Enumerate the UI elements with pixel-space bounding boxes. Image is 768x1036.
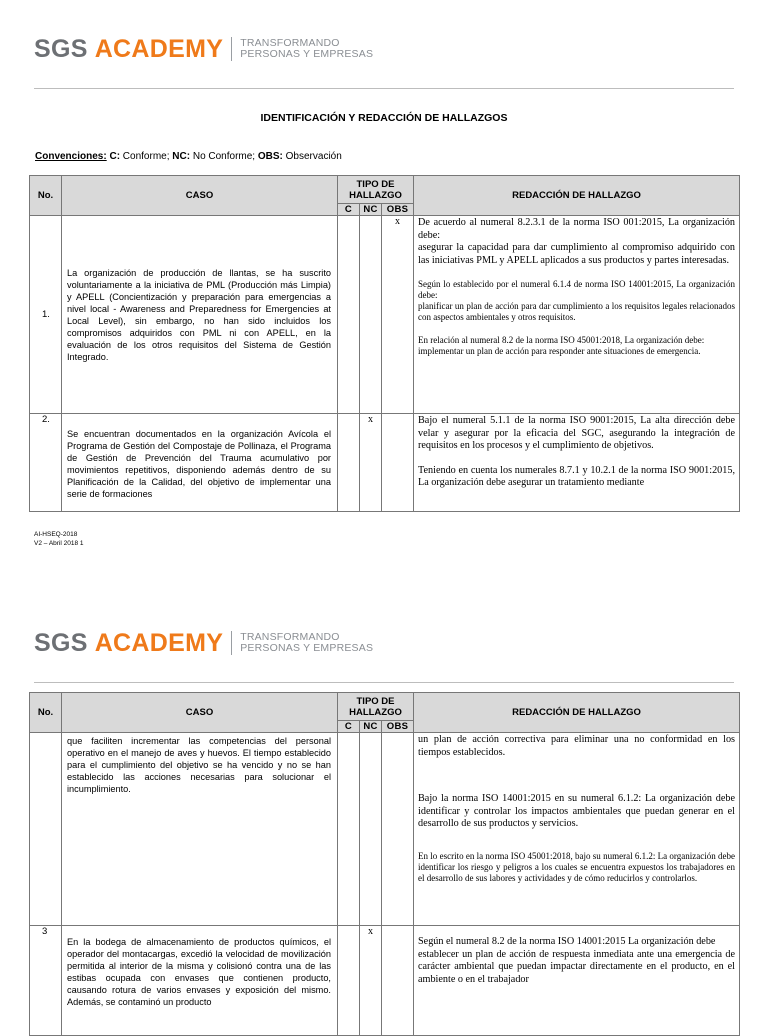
- paragraph-gap: [418, 759, 735, 793]
- header-c: C: [338, 204, 360, 216]
- row-redaccion: [414, 414, 740, 512]
- conv-c-val: Conforme;: [120, 151, 173, 162]
- row-nc-mark: x: [360, 414, 382, 512]
- redaccion-paragraph: Bajo el numeral 5.1.1 de la norma ISO 9001:2015, La alta dirección debe velar y asegurar por la eficacia del SGC, asegurando la integración de requisitos en los procesos y el cumplimiento de objetivos.: [418, 415, 736, 451]
- conv-nc-key: NC:: [172, 151, 191, 162]
- row-redaccion: [414, 216, 740, 414]
- redaccion-paragraph: En relación al numeral 8.2 de la norma ISO 45001:2018, La organización debe:: [418, 335, 705, 345]
- header-caso: CASO: [62, 693, 338, 733]
- table-row: [30, 926, 740, 1036]
- row-obs-cell: [382, 926, 414, 1036]
- row-c-cell: [338, 216, 360, 414]
- header-tipo: TIPO DE HALLAZGO: [338, 176, 414, 204]
- header-obs: OBS: [382, 204, 414, 216]
- redaccion-paragraph: implementar un plan de acción para responder ante situaciones de emergencia.: [418, 346, 701, 356]
- header-divider: [34, 682, 734, 683]
- findings-table-page2: [29, 692, 740, 1036]
- document-title: IDENTIFICACIÓN Y REDACCIÓN DE HALLAZGOS: [260, 112, 508, 124]
- header-no: No.: [30, 176, 62, 216]
- row-caso: que faciliten incrementar las competencias del personal operativo en el manejo de aves y huevos. El tiempo establecido para el cumplimiento del objetivo se ha vencido y no se han establecido las acciones necesarias para solucionar el incumplimiento.: [62, 733, 338, 926]
- sgs-academy-logo: [34, 628, 373, 658]
- logo-tagline: [240, 632, 373, 654]
- row-caso: En la bodega de almacenamiento de productos químicos, el operador del montacargas, excedió la velocidad de movilización permitida al interior de la misma y colisionó contra una de las estibas ocupada con envases que contienen producto, causando rotura de varios envases y exposición del mismo. Además, se contaminó un producto: [62, 926, 338, 1036]
- paragraph-gap: [418, 453, 735, 465]
- conv-obs-val: Observación: [282, 151, 342, 162]
- header-redaccion: REDACCIÓN DE HALLAZGO: [414, 176, 740, 216]
- row-c-cell: [338, 733, 360, 926]
- logo-tagline-line2: PERSONAS Y EMPRESAS: [240, 48, 374, 60]
- redaccion-paragraph: De acuerdo al numeral 8.2.3.1 de la norma ISO 001:2015, La organización debe:: [418, 217, 736, 241]
- table-row: [30, 216, 740, 414]
- logo-tagline-line1: TRANSFORMANDO: [240, 631, 340, 643]
- paragraph-gap: [418, 831, 735, 851]
- footer-version: V2 – Abril 2018 1: [34, 540, 84, 547]
- row-obs-cell: [382, 733, 414, 926]
- row-redaccion: [414, 733, 740, 926]
- header-nc: NC: [360, 721, 382, 733]
- row-caso: La organización de producción de llantas, se ha suscrito voluntariamente a la iniciativa de PML (Producción más Limpia) y APELL (Concientización y preparación para emergencias a nivel local - Awareness and Preparedness for Emergencies at Local Level), sin embargo, no han sido incluidos los compromisos adquiridos con PML ni con APELL, en la evaluación de los otros requisitos del Sistema de Gestión Integrado.: [62, 216, 338, 414]
- redaccion-paragraph: un plan de acción correctiva para eliminar una no conformidad en los tiempos establecidos.: [418, 734, 736, 758]
- logo-sgs: SGS: [34, 628, 88, 657]
- logo-divider: [231, 631, 232, 655]
- conv-nc-val: No Conforme;: [190, 151, 258, 162]
- header-redaccion: REDACCIÓN DE HALLAZGO: [414, 693, 740, 733]
- redaccion-paragraph: establecer un plan de acción de respuesta inmediata ante una emergencia de carácter ambiental que puedan impactar directamente en el producto, en el ambiente o en el trabajador: [418, 948, 736, 985]
- header-obs: OBS: [382, 721, 414, 733]
- header-tipo: TIPO DE HALLAZGO: [338, 693, 414, 721]
- header-nc: NC: [360, 204, 382, 216]
- logo-academy: ACADEMY: [94, 34, 224, 63]
- row-number: 3: [30, 926, 62, 1036]
- row-c-cell: [338, 926, 360, 1036]
- row-nc-cell: [360, 733, 382, 926]
- redaccion-paragraph: En lo escrito en la norma ISO 45001:2018, bajo su numeral 6.1.2: La organización debe identificar los riesgo y peligros a los cuales se encuentra expuestos los trabajadores en el desarrollo de sus labores y actividades y de cómo reducirlos y controlarlos.: [418, 850, 736, 883]
- footer-code: AI-HSEQ-2018: [34, 531, 78, 538]
- row-nc-mark: x: [360, 926, 382, 1036]
- logo-tagline-line1: TRANSFORMANDO: [240, 37, 340, 49]
- logo-tagline: [240, 38, 373, 60]
- logo-academy: ACADEMY: [94, 628, 224, 657]
- findings-table-page1: [29, 175, 740, 512]
- conv-c-key: C:: [109, 151, 121, 162]
- redaccion-paragraph: Según lo establecido por el numeral 6.1.4 de norma ISO 14001:2015, La organización debe:: [418, 279, 736, 300]
- row-obs-cell: [382, 414, 414, 512]
- header-caso: CASO: [62, 176, 338, 216]
- row-c-cell: [338, 414, 360, 512]
- table-row: [30, 733, 740, 926]
- redaccion-paragraph: Bajo la norma ISO 14001:2015 en su numeral 6.1.2: La organización debe identificar y controlar los impactos ambientales que puedan generar en el desarrollo de sus productos y servicios.: [418, 793, 736, 829]
- conv-obs-key: OBS:: [257, 151, 283, 162]
- redaccion-paragraph: Teniendo en cuenta los numerales 8.7.1 y 10.2.1 de la norma ISO 9001:2015, La organización debe asegurar un tratamiento mediante: [418, 464, 736, 488]
- row-obs-mark: x: [382, 216, 414, 414]
- redaccion-paragraph: asegurar la capacidad para dar cumplimiento al compromiso adquirido con las iniciativas PML y APELL aplicados a sus productos y partes interesadas.: [418, 242, 736, 266]
- row-redaccion: [414, 926, 740, 1036]
- header-divider: [34, 88, 734, 89]
- row-number: 1.: [30, 216, 62, 414]
- paragraph-gap: [418, 267, 735, 279]
- paragraph-gap: [418, 323, 735, 335]
- logo-sgs: SGS: [34, 34, 88, 63]
- row-nc-cell: [360, 216, 382, 414]
- redaccion-paragraph: Según el numeral 8.2 de la norma ISO 14001:2015 La organización debe: [418, 936, 716, 947]
- conventions-line: [35, 151, 342, 162]
- row-caso: Se encuentran documentados en la organización Avícola el Programa de Gestión del Compostaje de Pollinaza, el Programa de Gestión de Prevención del Trauma acumulativo por movimientos repetitivos, disponiendo además dentro de su Planificación de la Calidad, del objetivo de implementar una serie de formaciones: [62, 414, 338, 512]
- header-c: C: [338, 721, 360, 733]
- header-no: No.: [30, 693, 62, 733]
- page-footer: [34, 530, 84, 548]
- row-number: [30, 733, 62, 926]
- logo-tagline-line2: PERSONAS Y EMPRESAS: [240, 642, 374, 654]
- sgs-academy-logo: [34, 34, 373, 64]
- table-row: [30, 414, 740, 512]
- redaccion-paragraph: planificar un plan de acción para dar cumplimiento a los requisitos legales relacionados con aspectos ambientales y otros requisitos.: [418, 301, 736, 322]
- logo-divider: [231, 37, 232, 61]
- row-number: 2.: [30, 414, 62, 512]
- conventions-label: Convenciones:: [35, 151, 107, 162]
